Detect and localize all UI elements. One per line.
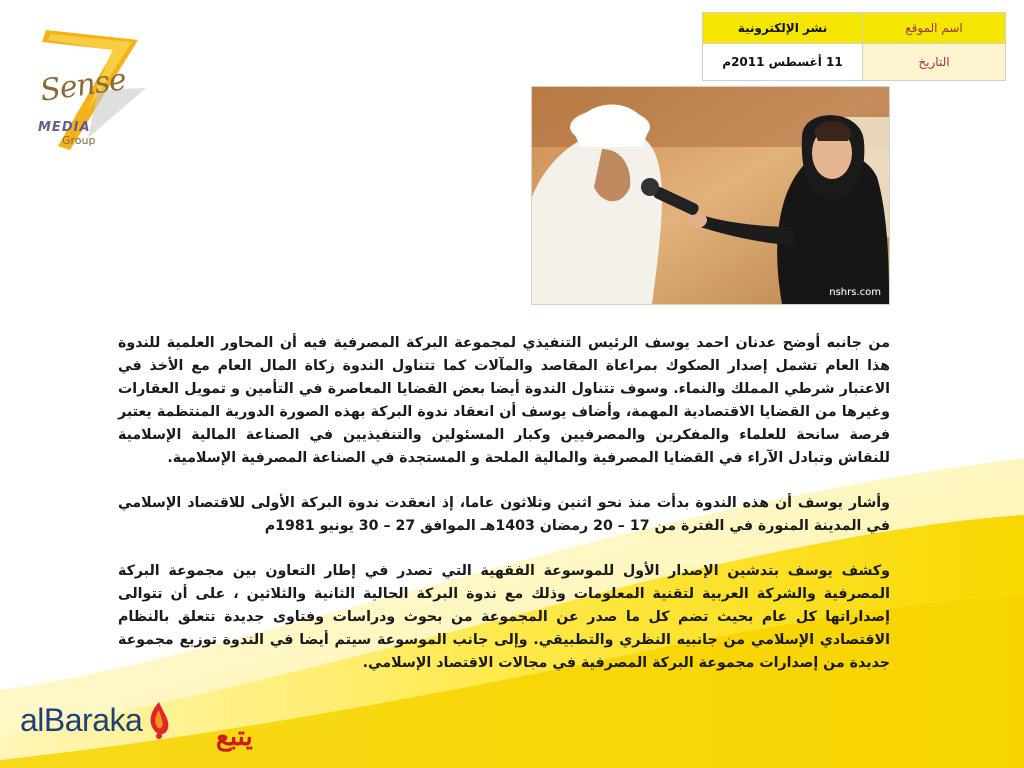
date-value: 11 أغسطس 2011م	[703, 44, 863, 81]
site-row	[703, 13, 1006, 44]
article-paragraph: وأشار يوسف أن هذه الندوة بدأت منذ نحو اثنين وثلاثون عاما، إذ انعقدت ندوة البركة الأولى للاقتصاد الإسلامي في المدينة المنورة في الفترة من 17 – 20 رمضان 1403هـ الموافق 27 – 30 يونيو 1981م	[118, 495, 890, 534]
albaraka-brand-text: alBaraka	[20, 701, 143, 738]
article-paragraph: من جانبه أوضح عدنان احمد يوسف الرئيس التنفيذي لمجموعة البركة المصرفية فيه أن المحاور العلمية للندوة هذا العام تشمل إصدار الصكوك بمراعاة المقاصد والمآلات كما تتناول الندوة زكاة المال العام مع الأخذ في الاعتبار شرطي المملك والنماء. وسوف تتناول الندوة أيضا بعض القضايا المعاصرة في التأمين و تمويل العقارات وغيرها من القضايا الاقتصادية المهمة، وأضاف يوسف أن انعقاد ندوة البركة بهذه الصورة الدورية المنتظمة يعتبر فرصة سانحة للعلماء والمفكرين والمصرفيين وكبار المسئولين والتنفيذيين في الصناعة المالية الإسلامية للنقاش وتبادل الآراء في القضايا المصرفية والمالية الملحة و المستجدة في الصناعة المصرفية الإسلامية.	[118, 335, 890, 466]
site-label: اسم الموقع	[863, 13, 1006, 44]
article-body	[118, 332, 890, 697]
logo-sense-text: Sense	[37, 62, 128, 109]
logo-group-text: Group	[62, 134, 96, 147]
continue-label: يتبع	[216, 722, 253, 752]
albaraka-logo	[20, 700, 172, 740]
date-row	[703, 44, 1006, 81]
interview-image	[532, 87, 889, 304]
sense-media-logo	[28, 26, 153, 156]
interview-photo	[531, 86, 890, 305]
date-label: التاريخ	[863, 44, 1006, 81]
albaraka-mark-icon	[146, 700, 172, 740]
photo-caption: nshrs.com	[829, 287, 881, 298]
info-table	[702, 12, 1006, 81]
logo-media-text: MEDIA	[38, 120, 91, 135]
site-value: نشر الإلكترونية	[703, 13, 863, 44]
article-paragraph: وكشف يوسف بتدشين الإصدار الأول للموسوعة الفقهية التي تصدر في إطار التعاون بين مجموعة البركة المصرفية والشركة العربية لتقنية المعلومات وذلك مع ندوة البركة الحالية الثانية والثلاثين ، على أن تتوالى إصداراتها كل عام بحيث تضم كل ما صدر عن المجموعة من بحوث ودراسات وفتاوى جديدة تتعلق بالنظام الاقتصادي الإسلامي من جانبيه النظري والتطبيقي. وإلى جانب الموسوعة سيتم أيضا في الندوة توزيع مجموعة جديدة من إصدارات مجموعة البركة المصرفية في مجالات الاقتصاد الإسلامي.	[118, 563, 890, 671]
